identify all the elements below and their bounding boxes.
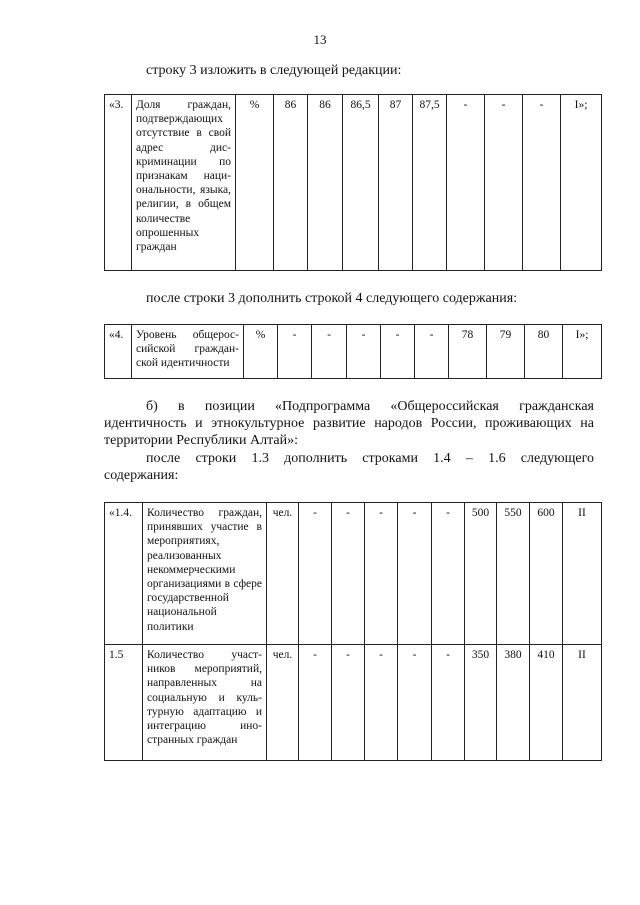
category-cell: II — [563, 503, 602, 645]
row-number-cell: 1.5 — [105, 645, 143, 761]
value-cell: 79 — [487, 325, 525, 379]
value-cell: - — [485, 95, 523, 271]
value-cell: 380 — [497, 645, 530, 761]
paragraph-subprogram: б) в позиции «Подпрограмма «Общероссийская гражданская идентичность и этнокультурное развитие народов России, проживающих на территории Республики Алтай»: — [104, 399, 594, 448]
value-cell: - — [299, 503, 332, 645]
paragraph-rows-1-4-1-6: после строки 1.3 дополнить строками 1.4 – 1.6 следующего — [146, 451, 594, 466]
value-cell: - — [332, 645, 365, 761]
paragraph-row4-intro: после строки 3 дополнить строкой 4 следующего содержания: — [146, 291, 518, 306]
value-cell: - — [332, 503, 365, 645]
value-cell: - — [398, 503, 432, 645]
value-cell: - — [381, 325, 415, 379]
table-rows-1-4-1-5 — [104, 502, 602, 761]
value-cell: 600 — [530, 503, 563, 645]
value-cell: - — [523, 95, 561, 271]
table-row — [105, 325, 602, 379]
value-cell: 87,5 — [413, 95, 447, 271]
table-row4 — [104, 324, 602, 379]
value-cell: - — [347, 325, 381, 379]
unit-cell: % — [236, 95, 274, 271]
value-cell: 80 — [525, 325, 563, 379]
value-cell: - — [365, 645, 398, 761]
value-cell: - — [365, 503, 398, 645]
value-cell: 500 — [465, 503, 497, 645]
indicator-name-cell: Уровень общероссийской гражданской идентичности — [132, 325, 244, 379]
value-cell: - — [415, 325, 449, 379]
category-cell: I»; — [563, 325, 602, 379]
table-row — [105, 95, 602, 271]
unit-cell: чел. — [267, 503, 299, 645]
value-cell: 350 — [465, 645, 497, 761]
value-cell: 87 — [379, 95, 413, 271]
category-cell: I»; — [561, 95, 602, 271]
row-number-cell: «1.4. — [105, 503, 143, 645]
paragraph-rows-1-4-1-6-end: содержания: — [104, 468, 179, 483]
value-cell: 410 — [530, 645, 563, 761]
paragraph-row3-intro: строку 3 изложить в следующей редакции: — [146, 63, 402, 78]
value-cell: 86 — [274, 95, 308, 271]
indicator-name-cell: Доля граждан, подтверждающих отсутствие в свой адрес дискриминации по признакам национальности, языка, религии, в общем количестве опрошенных граждан — [132, 95, 236, 271]
table-row3 — [104, 94, 602, 271]
value-cell: - — [432, 503, 465, 645]
page-number: 13 — [313, 32, 327, 47]
indicator-name-cell: Количество участников мероприятий, направленных на социальную и культурную адаптацию и интеграцию иностранных граждан — [143, 645, 267, 761]
value-cell: 86,5 — [343, 95, 379, 271]
value-cell: - — [447, 95, 485, 271]
unit-cell: чел. — [267, 645, 299, 761]
value-cell: - — [398, 645, 432, 761]
value-cell: 78 — [449, 325, 487, 379]
table-row — [105, 503, 602, 645]
indicator-name-cell: Количество граждан, принявших участие в мероприятиях, реализованных некоммерческими организациями в сфере государственной национальной политики — [143, 503, 267, 645]
value-cell: - — [432, 645, 465, 761]
value-cell: - — [299, 645, 332, 761]
row-number-cell: «4. — [105, 325, 132, 379]
row-number-cell: «3. — [105, 95, 132, 271]
category-cell: II — [563, 645, 602, 761]
value-cell: - — [312, 325, 347, 379]
table-row — [105, 645, 602, 761]
unit-cell: % — [244, 325, 278, 379]
value-cell: 86 — [308, 95, 343, 271]
value-cell: - — [278, 325, 312, 379]
value-cell: 550 — [497, 503, 530, 645]
